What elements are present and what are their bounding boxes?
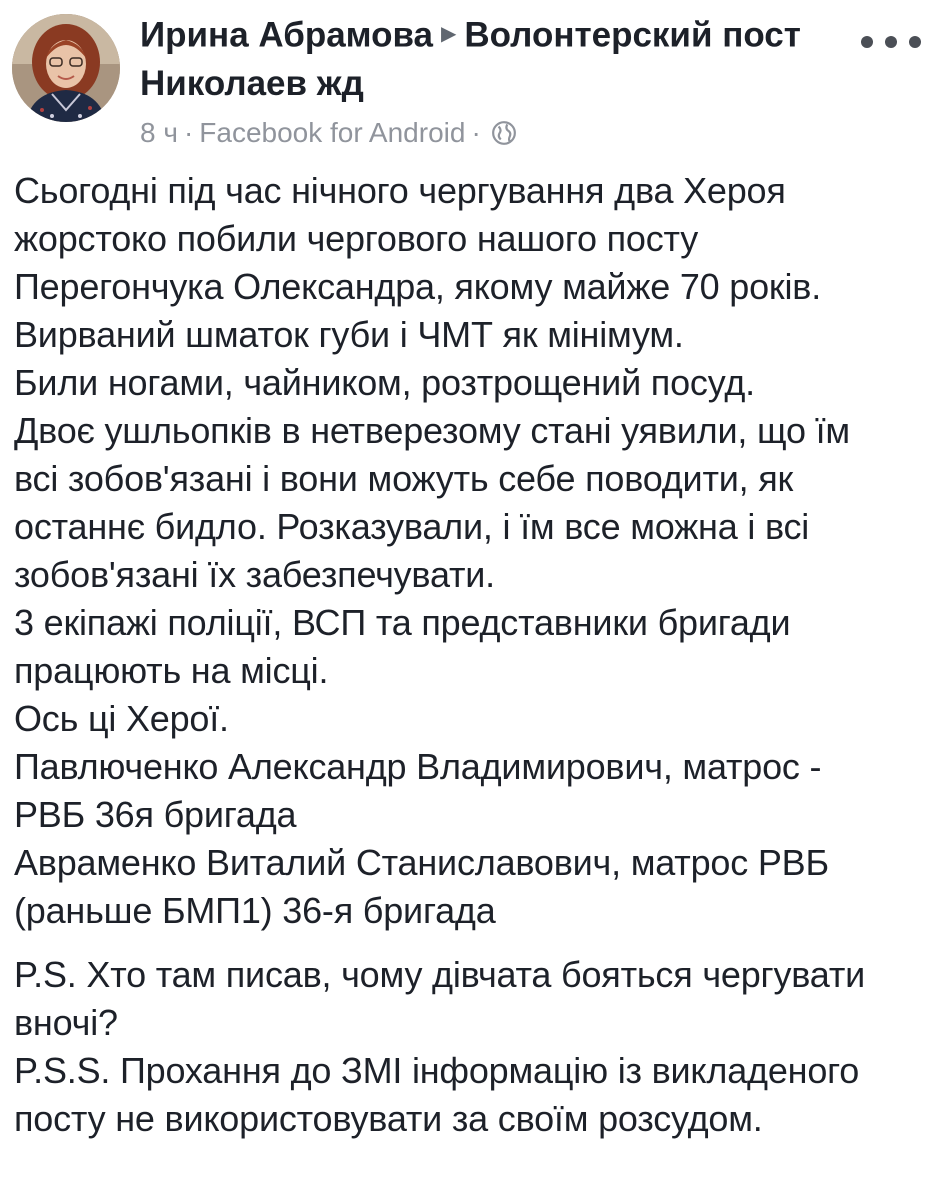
post-body-line: Сьогодні під час нічного чергування два Хероя bbox=[14, 170, 786, 211]
more-options-button[interactable] bbox=[861, 22, 921, 62]
post-body-line: Ось ці Херої. bbox=[14, 698, 229, 739]
post-body-line: останнє бидло. Розказували, і їм все можна і всі bbox=[14, 506, 810, 547]
post-header bbox=[140, 12, 860, 150]
avatar-photo bbox=[12, 14, 120, 122]
more-dots-icon bbox=[861, 36, 873, 48]
post-body-line: Павлюченко Александр Владимирович, матрос - bbox=[14, 746, 822, 787]
more-dots-icon bbox=[909, 36, 921, 48]
post-ps-line: P.S.S. Прохання до ЗМІ інформацію із викладеного bbox=[14, 1050, 860, 1091]
author-name[interactable]: Ирина Абрамова bbox=[140, 15, 433, 55]
group-name[interactable]: Волонтерский пост Николаев жд bbox=[140, 15, 801, 103]
meta-separator: · bbox=[183, 117, 194, 148]
post-body-line: працюють на місці. bbox=[14, 650, 329, 691]
more-dots-icon bbox=[885, 36, 897, 48]
post-body-line: РВБ 36я бригада bbox=[14, 794, 297, 835]
post-body-line: Били ногами, чайником, розтрощений посуд. bbox=[14, 362, 755, 403]
post-body-line: Авраменко Виталий Станиславович, матрос РВБ bbox=[14, 842, 829, 883]
post-body bbox=[14, 167, 939, 1143]
post-ps-line: вночі? bbox=[14, 1002, 118, 1043]
post-source: Facebook for Android bbox=[199, 117, 466, 148]
post-body-line: (раньше БМП1) 36-я бригада bbox=[14, 890, 496, 931]
post-body-line: жорстоко побили чергового нашого посту bbox=[14, 218, 699, 259]
avatar[interactable] bbox=[12, 14, 120, 122]
meta-separator: · bbox=[471, 117, 481, 148]
post-body-line: Перегончука Олександра, якому майже 70 років. bbox=[14, 266, 822, 307]
post-body-line: Вирваний шматок губи і ЧМТ як мінімум. bbox=[14, 314, 684, 355]
post-ps-line: посту не використовувати за своїм розсудом. bbox=[14, 1098, 763, 1139]
post-meta bbox=[140, 116, 860, 150]
post-time[interactable]: 8 ч bbox=[140, 117, 178, 148]
paragraph-gap bbox=[14, 935, 939, 951]
post-body-line: зобов'язані їх забезпечувати. bbox=[14, 554, 495, 595]
post-body-line: всі зобов'язані і вони можуть себе поводити, як bbox=[14, 458, 794, 499]
triangle-right-icon: ▶ bbox=[441, 23, 457, 45]
globe-icon[interactable] bbox=[491, 120, 517, 146]
post-body-line: Двоє ушльопків в нетверезому стані уявили, що їм bbox=[14, 410, 850, 451]
post-body-line: 3 екіпажі поліції, ВСП та представники бригади bbox=[14, 602, 791, 643]
post-title bbox=[140, 12, 860, 106]
post-ps-line: P.S. Хто там писав, чому дівчата бояться чергувати bbox=[14, 954, 866, 995]
